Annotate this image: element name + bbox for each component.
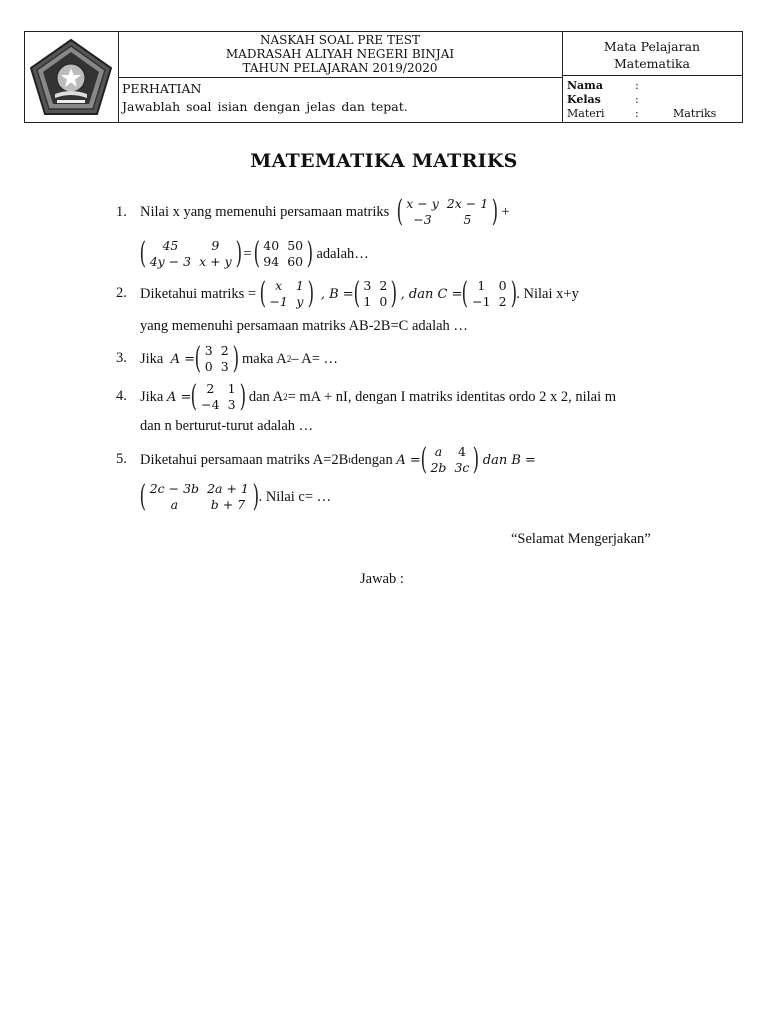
header-title-block (118, 32, 562, 78)
header-middle-cell (118, 32, 563, 122)
matrix-entry: 0 (379, 294, 388, 309)
question-4-line-2: dan n berturut-turut adalah … (140, 418, 314, 434)
perhatian-label: PERHATIAN (122, 81, 202, 96)
matrix-entry: 1 (295, 278, 304, 293)
matrix-entry: 50 (287, 238, 304, 253)
info-row-nama: Nama : (567, 79, 639, 92)
question-1-matrix-1: ( x − y 2x − 1 −3 5 ) (396, 194, 499, 229)
header-box (24, 31, 743, 123)
matrix-entry: 3 (204, 343, 213, 358)
question-2-matrix-b: ( 3 2 1 0 ) (353, 276, 398, 311)
matrix-entry: 3c (454, 460, 470, 475)
matrix-entry: −1 (472, 294, 491, 309)
matrix-entry: 60 (287, 254, 304, 269)
matrix-entry: −4 (201, 397, 220, 412)
question-4-matrix: ( 2 1 −4 3 ) (191, 379, 246, 414)
matrix-entry: y (296, 294, 304, 309)
question-5-matrix-b: ( 2c − 3b 2a + 1 a b + 7 ) (139, 479, 259, 514)
matrix-entry: 2c − 3b (149, 481, 200, 496)
student-info (567, 79, 742, 121)
matrix-entry: 2 (498, 294, 507, 309)
question-1-tail: adalah… (316, 245, 369, 262)
matrix-entry: x + y (199, 254, 232, 269)
matrix-entry: a (434, 444, 443, 459)
matrix-entry: 40 (263, 238, 280, 253)
question-1-line-2: ( 45 9 4y − 3 x + y ) = ( 40 50 94 60 ) adalah… (139, 236, 369, 271)
question-1-text: Nilai x yang memenuhi persamaan matriks (140, 203, 390, 220)
info-row-materi: Materi : Matriks (567, 107, 717, 120)
matrix-entry: 3 (363, 278, 372, 293)
subject-label: Mata Pelajaran (603, 39, 701, 54)
matrix-entry: 4 (457, 444, 466, 459)
question-2-line-2: yang memenuhi persamaan matriks AB-2B=C adalah … (140, 318, 468, 334)
closing-greeting: “Selamat Mengerjakan” (511, 531, 651, 547)
header-line-3: TAHUN PELAJARAN 2019/2020 (242, 61, 438, 75)
info-row-kelas: Kelas : (567, 93, 639, 106)
matrix-entry: 1 (477, 278, 486, 293)
instruction-block (122, 80, 562, 116)
matrix-entry: 2a + 1 (207, 481, 249, 496)
matrix-entry: 45 (162, 238, 179, 253)
matrix-entry: x − y (406, 196, 439, 211)
question-5-line-2: ( 2c − 3b 2a + 1 a b + 7 ) . Nilai c= … (139, 479, 332, 514)
header-line-2: MADRASAH ALIYAH NEGERI BINJAI (225, 47, 455, 61)
matrix-entry: 2 (206, 381, 215, 396)
matrix-entry: 1 (227, 381, 236, 396)
matrix-entry: 2 (220, 343, 229, 358)
matrix-entry: 94 (263, 254, 280, 269)
subject-value: Matematika (613, 56, 691, 71)
matrix-entry: 0 (204, 359, 213, 374)
kemenag-logo-icon (25, 32, 118, 121)
instruction-text: Jawablah soal isian dengan jelas dan tepat. (122, 99, 408, 114)
matrix-entry: 2x − 1 (446, 196, 489, 211)
matrix-entry: 0 (498, 278, 507, 293)
matrix-entry: 1 (363, 294, 372, 309)
question-1-matrix-3: ( 40 50 94 60 ) (253, 236, 314, 271)
matrix-entry: a (170, 497, 179, 512)
matrix-entry: 3 (227, 397, 236, 412)
header-right-cell (562, 32, 742, 122)
matrix-entry: x (275, 278, 283, 293)
question-5-matrix-a: ( a 4 2b 3c ) (420, 442, 480, 477)
subject-block (562, 32, 742, 76)
matrix-entry: 9 (211, 238, 220, 253)
matrix-entry: 2 (379, 278, 388, 293)
question-3-matrix: ( 3 2 0 3 ) (194, 341, 239, 376)
header-line-1: NASKAH SOAL PRE TEST (260, 33, 420, 47)
question-2-matrix-a: ( x 1 −1 y ) (259, 276, 314, 311)
question-1-matrix-2: ( 45 9 4y − 3 x + y ) (139, 236, 242, 271)
logo-cell (25, 32, 119, 122)
matrix-entry: b + 7 (210, 497, 246, 512)
matrix-entry: 5 (463, 212, 472, 227)
matrix-entry: −3 (413, 212, 432, 227)
matrix-entry: 3 (220, 359, 229, 374)
answer-label: Jawab : (360, 571, 404, 587)
matrix-entry: 2b (430, 460, 447, 475)
question-2-matrix-c: ( 1 0 −1 2 ) (462, 276, 517, 311)
matrix-entry: 4y − 3 (149, 254, 192, 269)
matrix-entry: −1 (269, 294, 288, 309)
page-title: MATEMATIKA MATRIKS (250, 150, 518, 172)
